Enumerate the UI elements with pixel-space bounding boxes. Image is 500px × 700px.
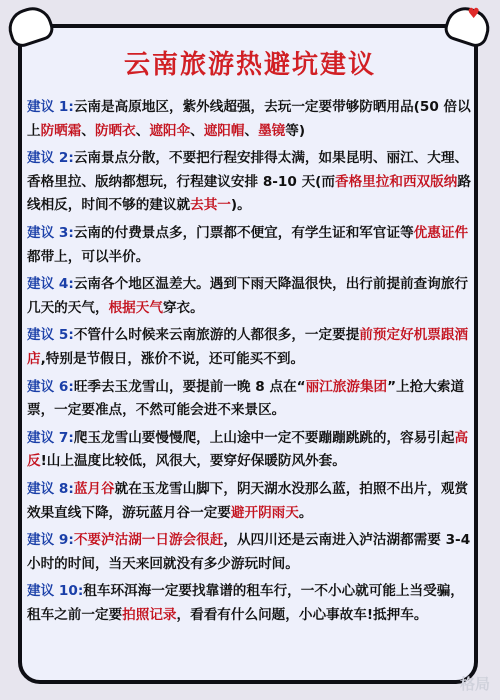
tip-text: 、 xyxy=(135,122,150,139)
tip-item xyxy=(27,273,475,320)
tip-label: 建议 10: xyxy=(27,583,84,600)
tip-highlight: 前预定好机票跟酒店 xyxy=(27,327,469,367)
tip-highlight: 防晒霜 xyxy=(40,122,82,139)
tip-highlight: 防晒衣 xyxy=(94,122,136,139)
tip-text: ，看看有什么问题，小心事故车!抵押车。 xyxy=(176,606,428,623)
tip-label: 建议 6: xyxy=(27,378,74,395)
tip-text: 、 xyxy=(190,122,204,139)
tip-item xyxy=(27,478,475,525)
tip-text: 等) xyxy=(285,122,306,139)
page-title: 云南旅游热避坑建议 xyxy=(123,50,376,80)
tip-item xyxy=(27,324,475,371)
tip-item xyxy=(27,222,475,269)
tip-label: 建议 3: xyxy=(27,224,74,241)
tip-text: 云南是高原地区，紫外线超强，去玩一定要带够防晒用品(50 倍以上 xyxy=(27,99,471,139)
tip-text: ，从四川还是云南进入泸沽湖都需要 3-4 小时的时间，当天来回就没有多少游玩时间。 xyxy=(27,532,471,572)
tip-highlight: 香格里拉和西双版纳 xyxy=(334,173,458,190)
tip-text: ”上抢大索道票，一定要准点，不然可能会进不来景区。 xyxy=(27,378,465,419)
tip-label: 建议 2: xyxy=(27,150,74,167)
tip-highlight: 蓝月谷 xyxy=(73,480,115,497)
watermark: 格局 xyxy=(459,675,490,693)
tip-text: !山上温度比较低，风很大，要穿好保暖防风外套。 xyxy=(40,453,346,470)
tip-text: ,特别是节假日，涨价不说，还可能买不到。 xyxy=(40,350,305,367)
heart-icon: ♥ xyxy=(467,6,480,22)
tip-highlight: 避开阴雨天 xyxy=(230,504,299,521)
tip-item xyxy=(27,96,475,143)
tip-item xyxy=(27,529,475,576)
tip-label: 建议 5: xyxy=(27,327,74,344)
tip-highlight: 高反 xyxy=(27,429,469,470)
tip-label: 建议 9: xyxy=(27,532,74,549)
tip-item xyxy=(27,147,475,218)
tip-text: 不管什么时候来云南旅游的人都很多，一定要提 xyxy=(73,327,360,344)
tip-label: 建议 1: xyxy=(27,99,74,115)
tip-label: 建议 4: xyxy=(27,276,74,293)
tip-text: 云南各个地区温差大。遇到下雨天降温很快，出行前提前查询旅行几天的天气， xyxy=(27,276,469,316)
tips-list xyxy=(27,96,475,631)
tip-text: 云南的付费景点多，门票都不便宜，有学生证和军官证等 xyxy=(73,224,414,241)
tip-text: 都带上，可以半价。 xyxy=(27,248,150,265)
tip-highlight: 优惠证件 xyxy=(413,224,469,241)
tip-highlight: 遮阳帽 xyxy=(203,122,245,139)
tip-text: )。 xyxy=(230,197,251,214)
tip-label: 建议 7: xyxy=(27,429,74,446)
tip-text: 路线相反，时间不够的建议就 xyxy=(27,173,471,214)
tip-item xyxy=(27,580,475,627)
tip-highlight: 遮阳伞 xyxy=(149,122,191,139)
tip-item xyxy=(27,376,475,423)
tip-text: 、 xyxy=(81,122,95,139)
tip-text: 爬玉龙雪山要慢慢爬，上山途中一定不要蹦蹦跳跳的，容易引起 xyxy=(73,429,455,446)
tip-highlight: 去其一 xyxy=(190,197,231,214)
tip-highlight: 不要泸沽湖一日游会很赶 xyxy=(73,532,224,549)
tip-text: 穿衣。 xyxy=(162,299,204,316)
tip-text: 、 xyxy=(244,122,259,139)
tip-label: 建议 8: xyxy=(27,480,74,497)
tip-highlight: 丽江旅游集团 xyxy=(305,378,388,395)
tip-highlight: 墨镜 xyxy=(258,122,286,139)
tip-text: 云南景点分散，不要把行程安排得太满，如果昆明、丽江、大理、香格里拉、版纳都想玩，行程建议安排 8-10 天(而 xyxy=(27,150,469,190)
tip-text: 就在玉龙雪山脚下，阴天湖水没那么蓝，拍照不出片，观赏效果直线下降，游玩蓝月谷一定要 xyxy=(27,480,469,521)
tip-text: 。 xyxy=(298,504,313,521)
tip-item xyxy=(27,427,475,474)
tip-highlight: 根据天气 xyxy=(108,299,163,316)
tip-text: 旺季去玉龙雪山，要提前一晚 8 点在“ xyxy=(73,378,306,395)
tip-highlight: 拍照记录 xyxy=(122,606,177,623)
tip-text: 租车环洱海一定要找靠谱的租车行，一不小心就可能上当受骗，租车之前一定要 xyxy=(27,583,464,623)
